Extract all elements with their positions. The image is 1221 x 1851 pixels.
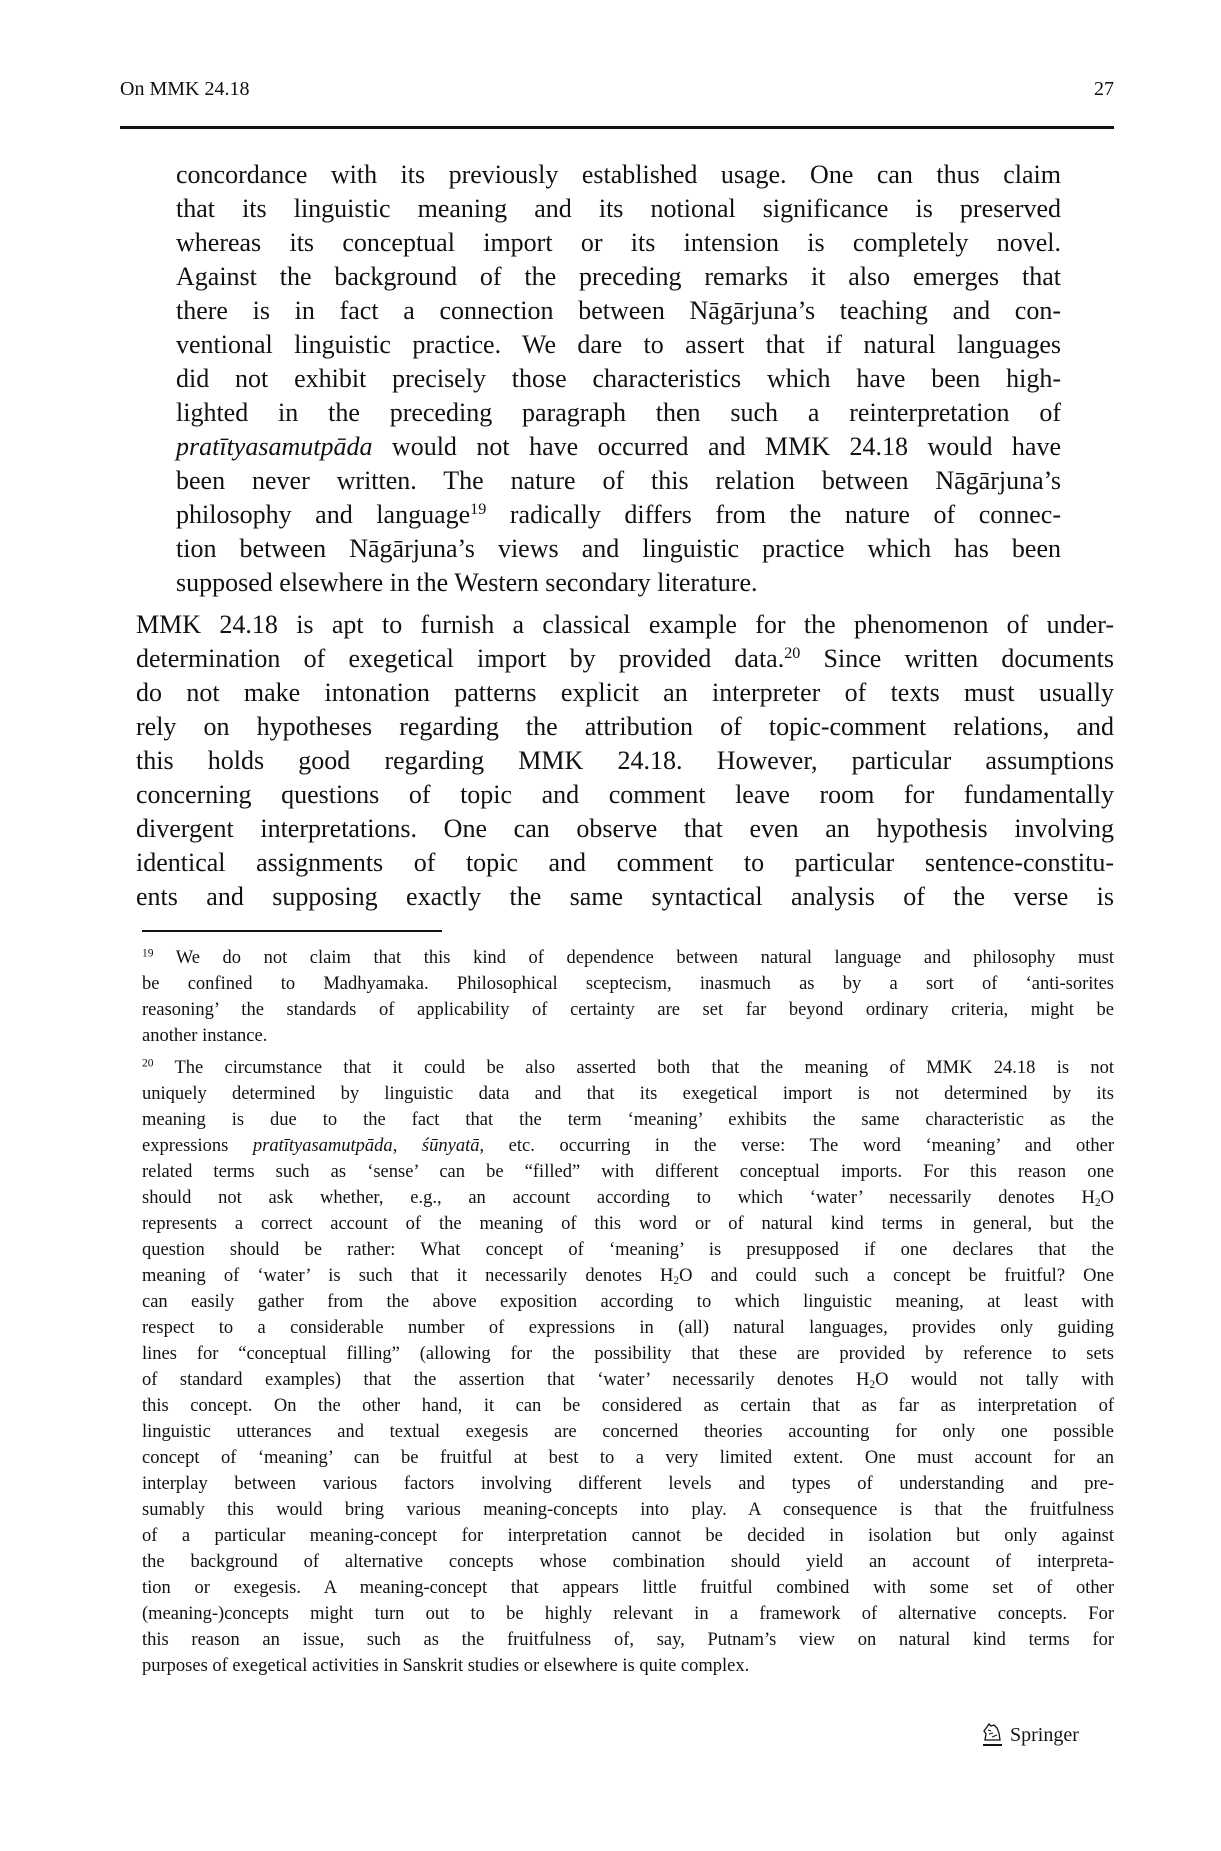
text-line: ventional linguistic practice. We dare to assert that if natural languages xyxy=(176,330,1061,359)
footnote-ref-19[interactable]: 19 xyxy=(470,501,487,519)
footnote-number: 20 xyxy=(142,1057,154,1070)
footnote-line: expressions pratītyasamutpāda, śūnyatā, etc. occurring in the verse: The word ‘meaning’ and other xyxy=(142,1136,1114,1156)
footnote-line: respect to a considerable number of expressions in (all) natural languages, provides only guiding xyxy=(142,1318,1114,1338)
footnote-line: lines for “conceptual filling” (allowing for the possibility that these are provided by reference to sets xyxy=(142,1344,1114,1364)
text-line: ents and supposing exactly the same syntactical analysis of the verse is xyxy=(136,882,1114,911)
text-line: identical assignments of topic and comment to particular sentence-constitu- xyxy=(136,848,1114,877)
footnote-20 xyxy=(142,1055,1114,1679)
text-line: MMK 24.18 is apt to furnish a classical example for the phenomenon of under- xyxy=(136,610,1114,639)
footnote-line: another instance. xyxy=(142,1026,268,1046)
running-title: On MMK 24.18 xyxy=(120,78,250,100)
footnote-line: linguistic utterances and textual exegesis are concerned theories accounting for only one possible xyxy=(142,1422,1114,1442)
text-line: this holds good regarding MMK 24.18. However, particular assumptions xyxy=(136,746,1114,775)
text-line: Against the background of the preceding remarks it also emerges that xyxy=(176,262,1061,291)
text-line: did not exhibit precisely those characteristics which have been high- xyxy=(176,364,1061,393)
footnote-line: question should be rather: What concept of ‘meaning’ is presupposed if one declares that the xyxy=(142,1240,1114,1260)
text-line: there is in fact a connection between Nāgārjuna’s teaching and con- xyxy=(176,296,1061,325)
text-line: lighted in the preceding paragraph then such a reinterpretation of xyxy=(176,398,1061,427)
footnote-line: sumably this would bring various meaning-concepts into play. A consequence is that the fruitfulness xyxy=(142,1500,1114,1520)
footnote-line: reasoning’ the standards of applicability of certainty are set far beyond ordinary criteria, might be xyxy=(142,1000,1114,1020)
text-line: concordance with its previously established usage. One can thus claim xyxy=(176,160,1061,189)
footnote-separator xyxy=(142,930,442,932)
springer-horse-icon xyxy=(980,1722,1004,1748)
footnote-19 xyxy=(142,945,1114,1049)
footnote-line: (meaning-)concepts might turn out to be highly relevant in a framework of alternative concepts. For xyxy=(142,1604,1114,1624)
sanskrit-term: śūnyatā xyxy=(421,1136,480,1156)
footnote-line: of standard examples) that the assertion that ‘water’ necessarily denotes $H_2O$ would not tally with xyxy=(142,1370,1114,1391)
footnote-ref-20[interactable]: 20 xyxy=(784,645,801,663)
indented-paragraph xyxy=(176,158,1061,600)
text-line: that its linguistic meaning and its notional significance is preserved xyxy=(176,194,1061,223)
publisher-mark xyxy=(980,1722,1079,1748)
text-line: whereas its conceptual import or its intension is completely novel. xyxy=(176,228,1061,257)
footnote-line: meaning is due to the fact that the term ‘meaning’ exhibits the same characteristic as the xyxy=(142,1110,1114,1130)
footnote-line: related terms such as ‘sense’ can be “filled” with different conceptual imports. For this reason one xyxy=(142,1162,1114,1182)
sanskrit-term: pratītyasamutpāda xyxy=(176,432,373,461)
text-line: rely on hypotheses regarding the attribution of topic-comment relations, and xyxy=(136,712,1114,741)
footnote-line: meaning of ‘water’ is such that it necessarily denotes $H_2O$ and could such a concept be fruitful? One xyxy=(142,1266,1114,1287)
footnote-line: $^{20}$ The circumstance that it could be also asserted both that the meaning of MMK 24.18 is not xyxy=(142,1057,1114,1078)
footnote-line: $^{19}$ We do not claim that this kind of dependence between natural language and philosophy must xyxy=(142,947,1114,968)
footnote-line: this reason an issue, such as the fruitfulness of, say, Putnam’s view on natural kind terms for xyxy=(142,1630,1114,1650)
page-number: 27 xyxy=(1094,78,1114,100)
footnote-line: the background of alternative concepts whose combination should yield an account of interpreta- xyxy=(142,1552,1114,1572)
footnote-line: concept of ‘meaning’ can be fruitful at best to a very limited extent. One must account for an xyxy=(142,1448,1114,1468)
running-header xyxy=(120,78,1114,108)
text-line: do not make intonation patterns explicit an interpreter of texts must usually xyxy=(136,678,1114,707)
publisher-name: Springer xyxy=(1010,1723,1079,1746)
text-line: determination of exegetical import by provided data.$^{20}$ Since written documents xyxy=(136,644,1114,673)
text-line: tion between Nāgārjuna’s views and linguistic practice which has been xyxy=(176,534,1061,563)
text-line: supposed elsewhere in the Western secondary literature. xyxy=(176,568,758,597)
sanskrit-term: pratītyasamutpāda xyxy=(252,1136,393,1156)
footnote-line: can easily gather from the above exposition according to which linguistic meaning, at least with xyxy=(142,1292,1114,1312)
footnote-line: this concept. On the other hand, it can be considered as certain that as far as interpretation of xyxy=(142,1396,1114,1416)
footnote-line: should not ask whether, e.g., an account according to which ‘water’ necessarily denotes $H_2O$ xyxy=(142,1188,1114,1209)
footnote-line: of a particular meaning-concept for interpretation cannot be decided in isolation but only against xyxy=(142,1526,1114,1546)
text-line: philosophy and language$^{19}$ radically differs from the nature of connec- xyxy=(176,500,1061,529)
footnote-line: uniquely determined by linguistic data and that its exegetical import is not determined by its xyxy=(142,1084,1114,1104)
footnote-line: interplay between various factors involving different levels and types of understanding and pre- xyxy=(142,1474,1114,1494)
header-rule xyxy=(120,126,1114,129)
text-line: divergent interpretations. One can observe that even an hypothesis involving xyxy=(136,814,1114,843)
footnote-line: be confined to Madhyamaka. Philosophical sceptecism, inasmuch as by a sort of ‘anti-sorites xyxy=(142,974,1114,994)
footnote-number: 19 xyxy=(142,947,154,960)
footnote-line: represents a correct account of the meaning of this word or of natural kind terms in general, but the xyxy=(142,1214,1114,1234)
body-paragraph xyxy=(136,608,1114,914)
text-line: been never written. The nature of this relation between Nāgārjuna’s xyxy=(176,466,1061,495)
footnote-line: purposes of exegetical activities in Sanskrit studies or elsewhere is quite complex. xyxy=(142,1656,750,1676)
footnote-line: tion or exegesis. A meaning-concept that appears little fruitful combined with some set of other xyxy=(142,1578,1114,1598)
text-line: pratītyasamutpāda would not have occurred and MMK 24.18 would have xyxy=(176,432,1061,461)
text-line: concerning questions of topic and comment leave room for fundamentally xyxy=(136,780,1114,809)
